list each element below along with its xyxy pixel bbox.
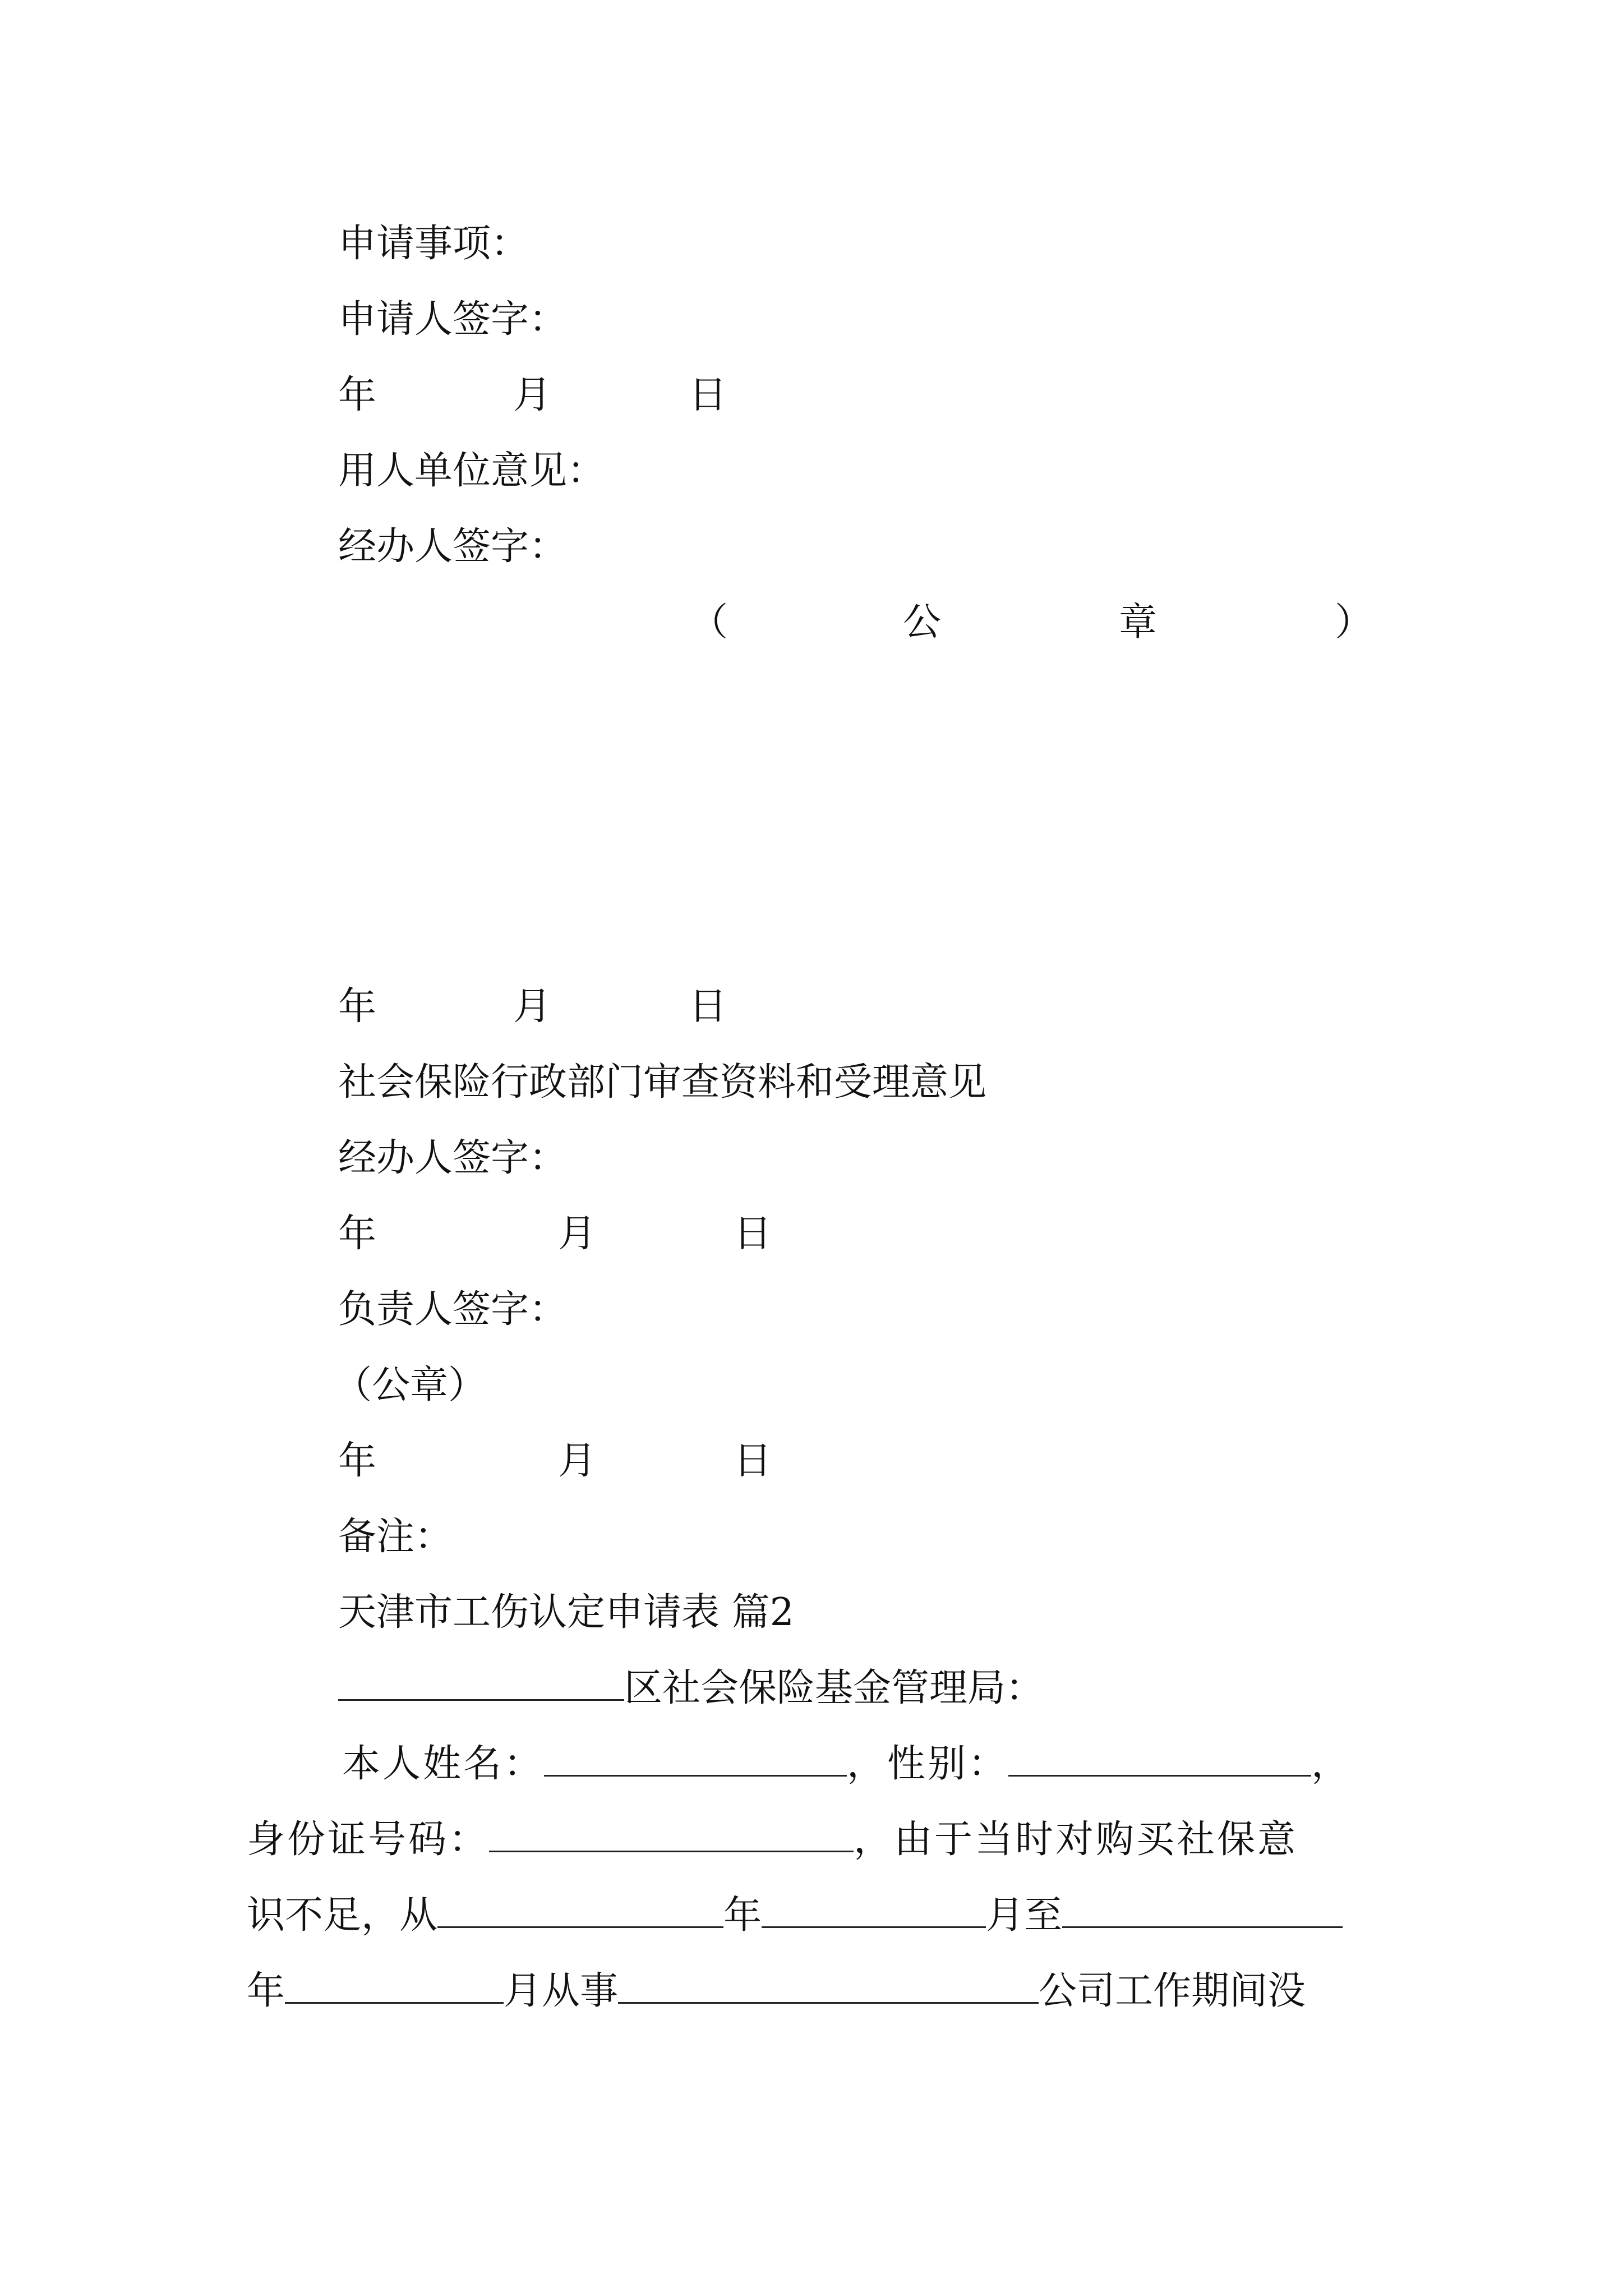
date-year: 年 (338, 1212, 377, 1256)
name-blank (544, 1742, 847, 1777)
seal-open-paren: （ (690, 600, 728, 645)
year-text: 年 (247, 1969, 285, 2013)
from-month-blank (762, 1894, 986, 1928)
social-insurance-review-label: 社会保险行政部门审查资料和受理意见 (338, 1060, 987, 1105)
employer-opinion-label: 用人单位意见： (338, 449, 606, 493)
from-text: 识不足，从 (247, 1893, 438, 1938)
date-day: 日 (689, 373, 727, 417)
responsible-signature-label: 负责人签字： (338, 1287, 568, 1332)
date-day: 日 (734, 1212, 772, 1256)
name-gender-line (342, 1742, 1352, 1787)
applicant-signature-label: 申请人签字： (338, 297, 568, 342)
district-blank (338, 1667, 624, 1701)
date-year: 年 (338, 1439, 377, 1483)
date-year: 年 (338, 984, 377, 1029)
month-from-text: 月从事 (504, 1969, 619, 2013)
date-day: 日 (689, 984, 727, 1029)
date-month: 月 (513, 984, 552, 1029)
application-matter-label: 申请事项： (338, 222, 529, 266)
to-year-blank (1062, 1894, 1343, 1928)
seal-zhang: 章 (1119, 600, 1158, 645)
id-label: 身份证号码： (247, 1818, 490, 1862)
company-work-text: 公司工作期间没 (1039, 1969, 1306, 2013)
to-month-blank (285, 1970, 504, 2004)
gender-blank (1008, 1742, 1311, 1777)
date-day: 日 (734, 1439, 772, 1483)
remarks-label: 备注： (338, 1515, 453, 1559)
date-month: 月 (558, 1439, 597, 1483)
date-month: 月 (513, 373, 552, 417)
handler-signature-label: 经办人签字： (338, 524, 568, 569)
company-blank (618, 1970, 1039, 2004)
id-blank (489, 1818, 854, 1852)
company-line (247, 1969, 1306, 2014)
name-label: 本人姓名： (342, 1742, 545, 1786)
official-seal-label: （公章） (334, 1363, 487, 1407)
seal-close-paren: ） (1335, 600, 1373, 645)
period-line (247, 1893, 1343, 1938)
gender-label: ，性别： (847, 1742, 1009, 1786)
id-line (247, 1818, 1298, 1862)
seal-gong: 公 (903, 600, 942, 645)
bureau-text: 区社会保险基金管理局： (624, 1666, 1044, 1710)
reason-text: ，由于当时对购买社保意 (854, 1818, 1298, 1862)
year-text: 年 (723, 1893, 762, 1938)
comma: ， (1311, 1742, 1352, 1786)
handler-signature-label: 经办人签字： (338, 1136, 568, 1180)
section-title: 天津市工伤认定申请表 篇2 (338, 1590, 794, 1635)
date-year: 年 (338, 373, 377, 417)
bureau-line (338, 1666, 1044, 1711)
date-month: 月 (558, 1212, 597, 1256)
month-to-text: 月至 (986, 1893, 1063, 1938)
from-year-blank (437, 1894, 723, 1928)
